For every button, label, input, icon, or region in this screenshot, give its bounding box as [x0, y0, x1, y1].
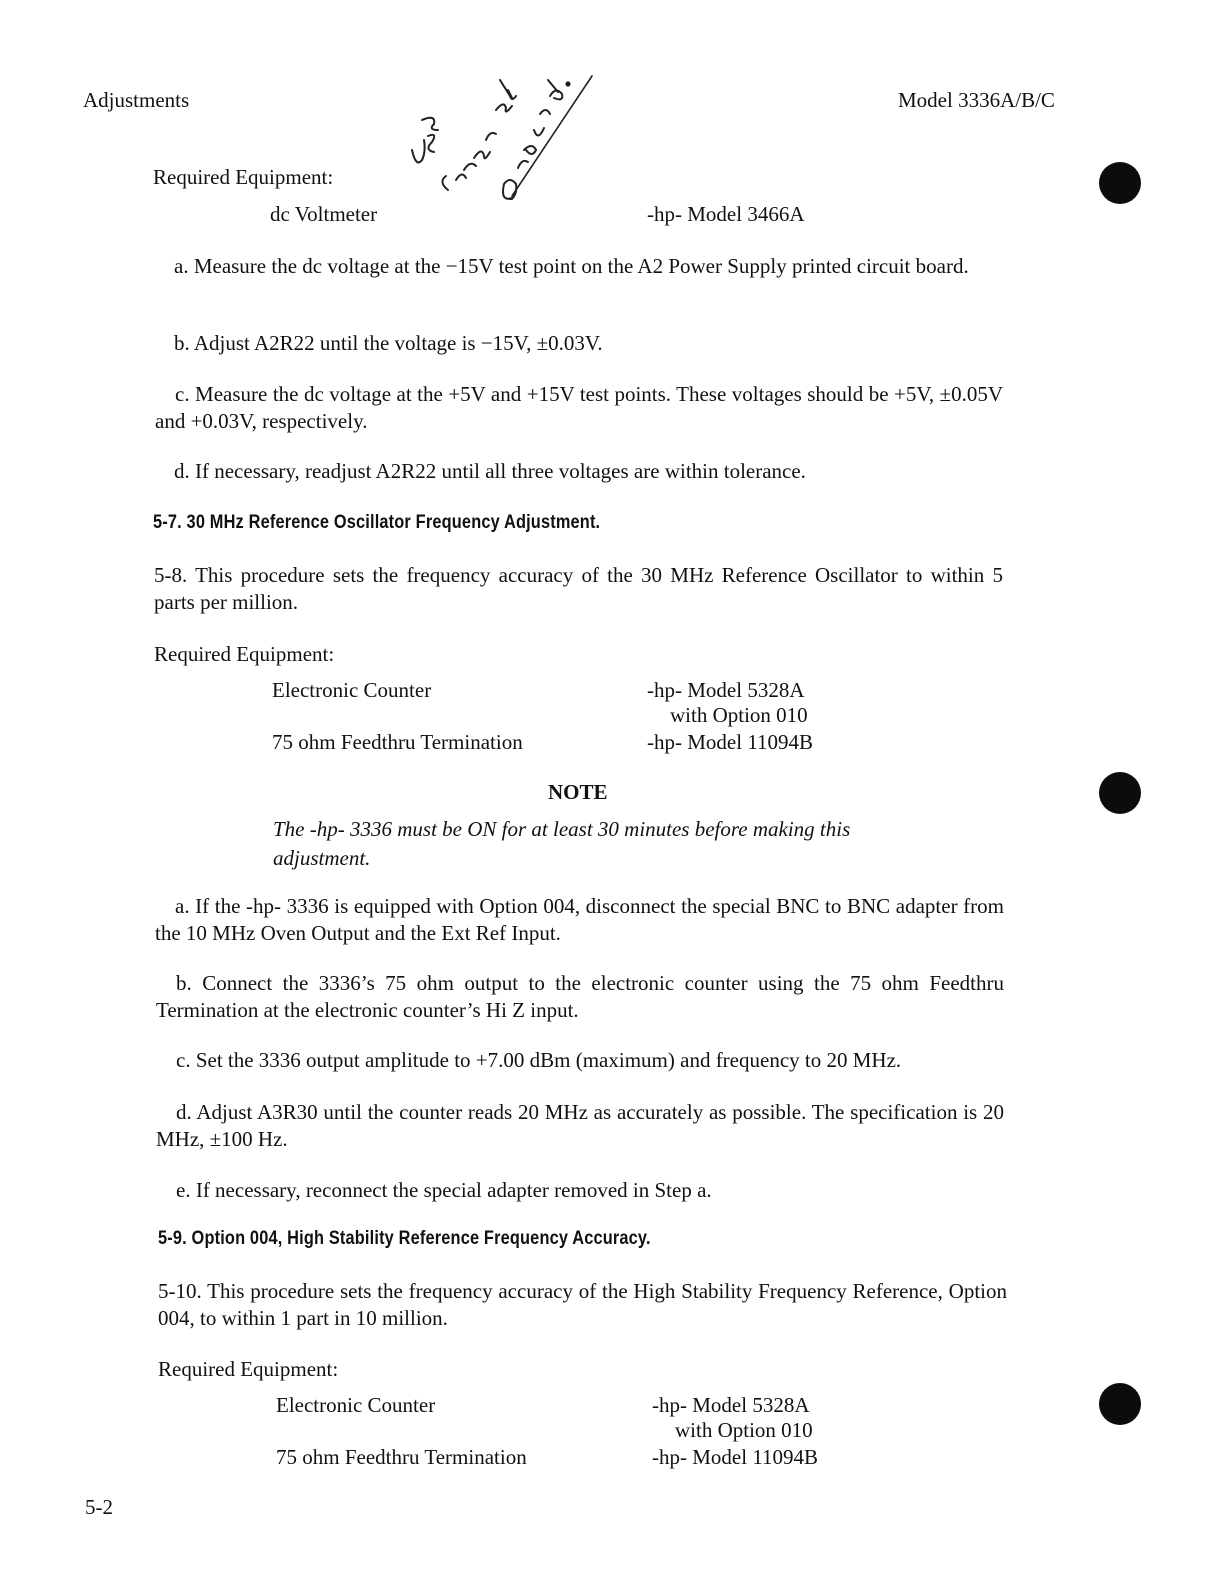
step-d: d. Adjust A3R30 until the counter reads 20 MHz as accurately as possible. The specification is 20 MHz, ±100 Hz.	[156, 1100, 1004, 1151]
equipment-model: -hp- Model 11094B	[647, 730, 814, 754]
section-heading-5-9: 5-9. Option 004, High Stability Reference Frequency Accuracy.	[158, 1228, 651, 1249]
note-text: The -hp- 3336 must be ON for at least 30 minutes before making this adjustment.	[273, 817, 851, 870]
step-a: a. If the -hp- 3336 is equipped with Option 004, disconnect the special BNC to BNC adapter from the 10 MHz Oven Output and the Ext Ref Input.	[155, 894, 1004, 945]
section-heading-5-7: 5-7. 30 MHz Reference Oscillator Frequency Adjustment.	[153, 512, 601, 533]
punch-hole	[1099, 162, 1141, 204]
required-equipment-label: Required Equipment:	[153, 165, 334, 189]
header-model: Model 3336A/B/C	[898, 88, 1055, 112]
equipment-model: -hp- Model 5328A	[647, 678, 805, 702]
step-b: b. Adjust A2R22 until the voltage is −15V, ±0.03V.	[174, 331, 603, 355]
step-c: c. Measure the dc voltage at the +5V and +15V test points. These voltages should be +5V, ±0.05V and +0.03V, respectively.	[155, 382, 1003, 433]
equipment-model: -hp- Model 5328A	[652, 1393, 810, 1417]
step-b: b. Connect the 3336’s 75 ohm output to the electronic counter using the 75 ohm Feedthru Termination at the electronic counter’s Hi Z input.	[156, 971, 1004, 1022]
step-a: a. Measure the dc voltage at the −15V test point on the A2 Power Supply printed circuit board.	[174, 254, 969, 278]
step-e: e. If necessary, reconnect the special adapter removed in Step a.	[176, 1178, 712, 1202]
paragraph-5-10: 5-10. This procedure sets the frequency accuracy of the High Stability Frequency Reference, Option 004, to within 1 part in 10 million.	[158, 1279, 1007, 1330]
punch-hole	[1099, 1383, 1141, 1425]
paragraph-5-8: 5-8. This procedure sets the frequency accuracy of the 30 MHz Reference Oscillator to within 5 parts per million.	[154, 563, 1003, 614]
equipment-model: -hp- Model 11094B	[652, 1445, 819, 1469]
note-title: NOTE	[548, 780, 608, 804]
step-c: c. Set the 3336 output amplitude to +7.00 dBm (maximum) and frequency to 20 MHz.	[176, 1048, 902, 1072]
equipment-option: with Option 010	[670, 703, 808, 727]
required-equipment-label: Required Equipment:	[154, 642, 335, 666]
equipment-name: 75 ohm Feedthru Termination	[272, 730, 523, 754]
page-number: 5-2	[85, 1495, 113, 1519]
equipment-name: Electronic Counter	[272, 678, 432, 702]
equipment-name: dc Voltmeter	[270, 202, 378, 226]
handwritten-annotation	[400, 40, 600, 206]
required-equipment-label: Required Equipment:	[158, 1357, 339, 1381]
equipment-option: with Option 010	[675, 1418, 813, 1442]
punch-hole	[1099, 772, 1141, 814]
step-d: d. If necessary, readjust A2R22 until all three voltages are within tolerance.	[174, 459, 806, 483]
header-section-title: Adjustments	[83, 88, 190, 112]
equipment-name: 75 ohm Feedthru Termination	[276, 1445, 527, 1469]
equipment-name: Electronic Counter	[276, 1393, 436, 1417]
equipment-model: -hp- Model 3466A	[647, 202, 805, 226]
